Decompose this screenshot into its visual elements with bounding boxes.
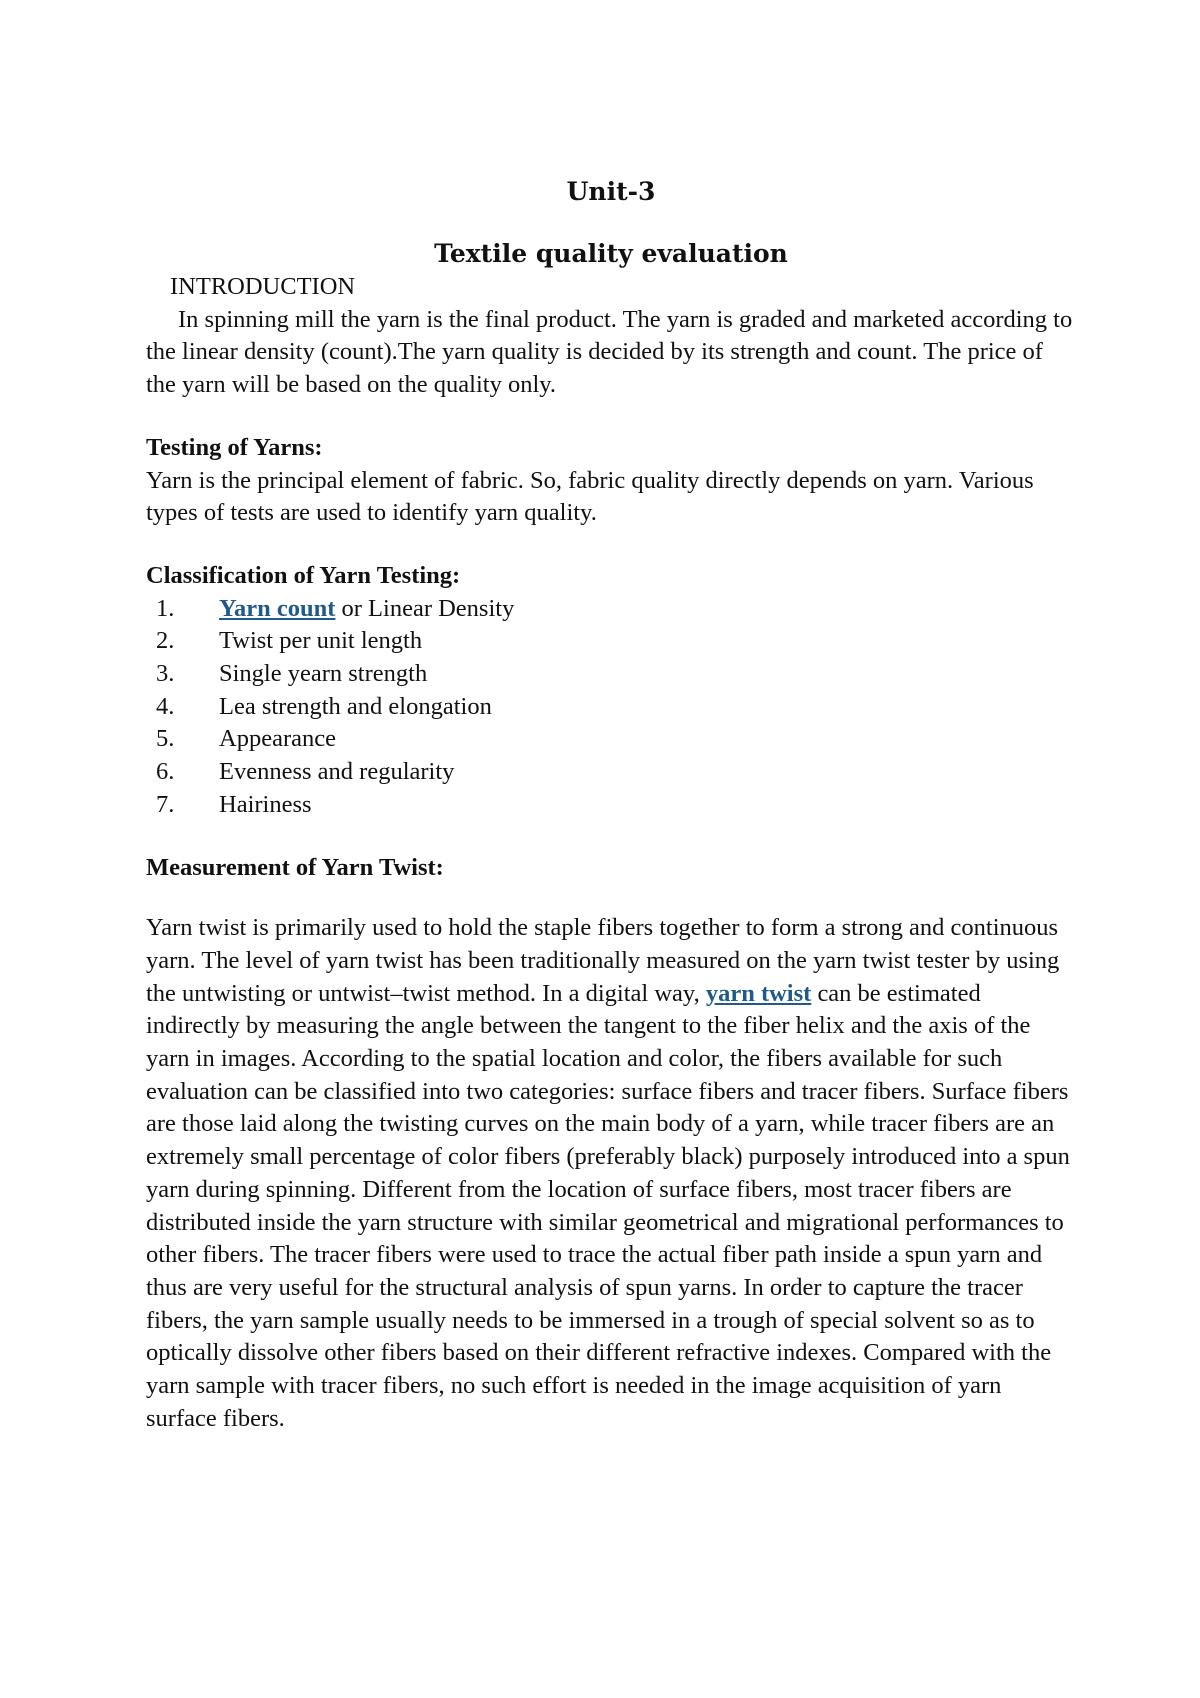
list-number: 5. <box>156 725 175 753</box>
list-item <box>146 658 1076 691</box>
classification-heading: Classification of Yarn Testing: <box>146 561 461 589</box>
yarn-count-link[interactable]: Yarn count <box>219 594 336 622</box>
list-text: Evenness and regularity <box>219 758 455 786</box>
document-body <box>146 271 1076 1436</box>
testing-paragraph: Yarn is the principal element of fabric. So, fabric quality directly depends on yarn. Various types of tests are used to identify yarn quality. <box>146 466 1034 527</box>
introduction-paragraph: In spinning mill the yarn is the final product. The yarn is graded and marketed according to the linear density (count).The yarn quality is decided by its strength and count. The price of the yarn will be based on the quality only. <box>146 305 1073 399</box>
list-text: Hairiness <box>219 790 312 818</box>
spacer <box>146 884 1076 912</box>
spacer <box>146 530 1076 560</box>
yarn-test-list <box>146 593 1076 822</box>
list-item <box>146 789 1076 822</box>
list-number: 4. <box>156 692 175 720</box>
introduction-heading: INTRODUCTION <box>170 273 356 300</box>
document-title: Textile quality evaluation <box>434 239 788 268</box>
testing-heading: Testing of Yarns: <box>146 433 323 461</box>
list-text <box>219 593 514 626</box>
list-text-suffix: or Linear Density <box>335 594 515 622</box>
list-item <box>146 593 1076 626</box>
list-number: 1. <box>156 594 175 622</box>
list-text: Single yearn strength <box>219 660 428 688</box>
list-number: 6. <box>156 758 175 786</box>
list-item <box>146 625 1076 658</box>
list-number: 7. <box>156 790 175 818</box>
list-item <box>146 723 1076 756</box>
list-text: Appearance <box>219 725 336 753</box>
list-item <box>146 691 1076 724</box>
list-text: Twist per unit length <box>219 627 423 655</box>
yarn-twist-link[interactable]: yarn twist <box>705 979 812 1007</box>
list-item <box>146 756 1076 789</box>
list-number: 2. <box>156 627 175 655</box>
list-number: 3. <box>156 660 175 688</box>
unit-title: Unit-3 <box>566 177 656 206</box>
measurement-text-before: Yarn twist is primarily used to hold the staple fibers together to form a strong and continuous yarn. The level of yarn twist has been traditionally measured on the yarn twist tester by using the untwisting or untwist–twist method. In a digital way, <box>146 914 1060 1007</box>
measurement-text-after: can be estimated indirectly by measuring the angle between the tangent to the fiber helix and the axis of the yarn in images. According to the spatial location and color, the fibers available for such evaluation can be classified into two categories: surface fibers and tracer fibers. Surface fibers are those laid along the twisting curves on the main body of a yarn, while tracer fibers are an extremely small percentage of color fibers (preferably black) purposely introduced into a spun yarn during spinning. Different from the location of surface fibers, most tracer fibers are distributed inside the yarn structure with similar geometrical and migrational performances to other fibers. The tracer fibers were used to trace the actual fiber path inside a spun yarn and thus are very useful for the structural analysis of spun yarns. In order to capture the tracer fibers, the yarn sample usually needs to be immersed in a trough of special solvent so as to optically dissolve other fibers based on their different refractive indexes. Compared with the yarn sample with tracer fibers, no such effort is needed in the image acquisition of yarn surface fibers. <box>146 979 1070 1432</box>
list-text: Lea strength and elongation <box>219 692 492 720</box>
spacer <box>146 822 1076 852</box>
measurement-paragraph <box>146 912 1076 1435</box>
measurement-heading: Measurement of Yarn Twist: <box>146 853 444 881</box>
spacer <box>146 402 1076 432</box>
